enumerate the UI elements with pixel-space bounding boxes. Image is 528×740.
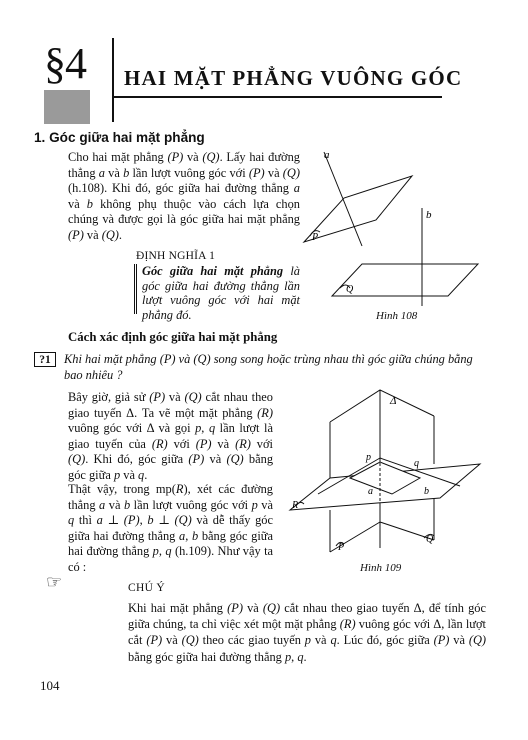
figure-109 <box>284 382 484 566</box>
figure-109-caption: Hình 109 <box>360 562 402 574</box>
subsection-heading-2: Cách xác định góc giữa hai mặt phẳng <box>68 330 278 344</box>
fig108-label-b: b <box>426 209 432 221</box>
paragraph-3: Thật vậy, trong mp(R), xét các đường thẳng a và b lần lượt vuông góc với p và q thì a ⊥ (P), b ⊥ (Q) và dễ thấy góc giữa hai đường thẳng a, b bằng góc giữa hai đường thẳng p, q (h.109). Như vậy ta có : <box>68 482 274 574</box>
fig109-label-R: R <box>292 500 299 511</box>
section-title: HAI MẶT PHẲNG VUÔNG GÓC <box>124 66 463 90</box>
section-number: §4 <box>44 39 86 88</box>
figure-108 <box>302 146 502 314</box>
intro-paragraph: Cho hai mặt phẳng (P) và (Q). Lấy hai đường thẳng a và b lần lượt vuông góc với (P) và (Q) (h.108). Khi đó, góc giữa hai đường thẳng a và b không phụ thuộc vào cách lựa chọn chúng và được gọi là góc giữa hai mặt phẳng (P) và (Q). <box>68 150 300 242</box>
definition-label: ĐỊNH NGHĨA 1 <box>136 250 216 262</box>
question-badge: ?1 <box>34 352 56 367</box>
fig109-label-b: b <box>424 486 429 497</box>
fig109-label-p: p <box>366 452 371 463</box>
question-text: Khi hai mặt phẳng (P) và (Q) song song hoặc trùng nhau thì góc giữa chúng bằng bao nhiêu ? <box>64 352 473 382</box>
note-text: Khi hai mặt phẳng (P) và (Q) cắt nhau theo giao tuyến Δ, để tính góc giữa chúng, ta chỉ việc xét một mặt phẳng (R) vuông góc với Δ, lần lượt cắt (P) và (Q) theo các giao tuyến p và q. Lúc đó, góc giữa (P) và (Q) bằng góc giữa hai đường thẳng p, q. <box>128 601 487 664</box>
pointing-hand-icon: ☞ <box>46 572 63 592</box>
definition-term: Góc giữa hai mặt phẳng <box>142 264 284 278</box>
paragraph-2: Bây giờ, giả sử (P) và (Q) cắt nhau theo giao tuyến Δ. Ta vẽ một mặt phẳng (R) vuông góc với Δ và gọi p, q lần lượt là giao tuyến của (R) với (P) và (R) với (Q). Khi đó, góc giữa (P) và (Q) bằng góc giữa p và q. <box>68 390 274 482</box>
fig108-label-P: P <box>312 232 319 243</box>
fig109-label-a: a <box>368 486 373 497</box>
definition-text <box>142 264 300 322</box>
subsection-heading-1: 1. Góc giữa hai mặt phẳng <box>34 130 205 145</box>
fig109-label-P: P <box>338 542 345 553</box>
definition-bar <box>134 264 137 314</box>
fig108-label-Q: Q <box>346 284 354 295</box>
fig109-label-delta: Δ <box>390 395 397 407</box>
header-underline <box>112 96 442 98</box>
figure-108-caption: Hình 108 <box>376 310 418 322</box>
definition-body: là góc giữa hai đường thẳng lần lượt vuông góc với hai mặt phẳng đó. <box>142 264 300 322</box>
fig109-label-Q: Q <box>426 534 434 545</box>
header-divider-vertical <box>112 38 114 122</box>
fig109-label-q: q <box>414 458 419 469</box>
section-header-gray-block <box>44 90 90 124</box>
page-number: 104 <box>40 678 60 693</box>
fig108-label-a: a <box>324 149 330 161</box>
note-label: CHÚ Ý <box>128 582 165 594</box>
